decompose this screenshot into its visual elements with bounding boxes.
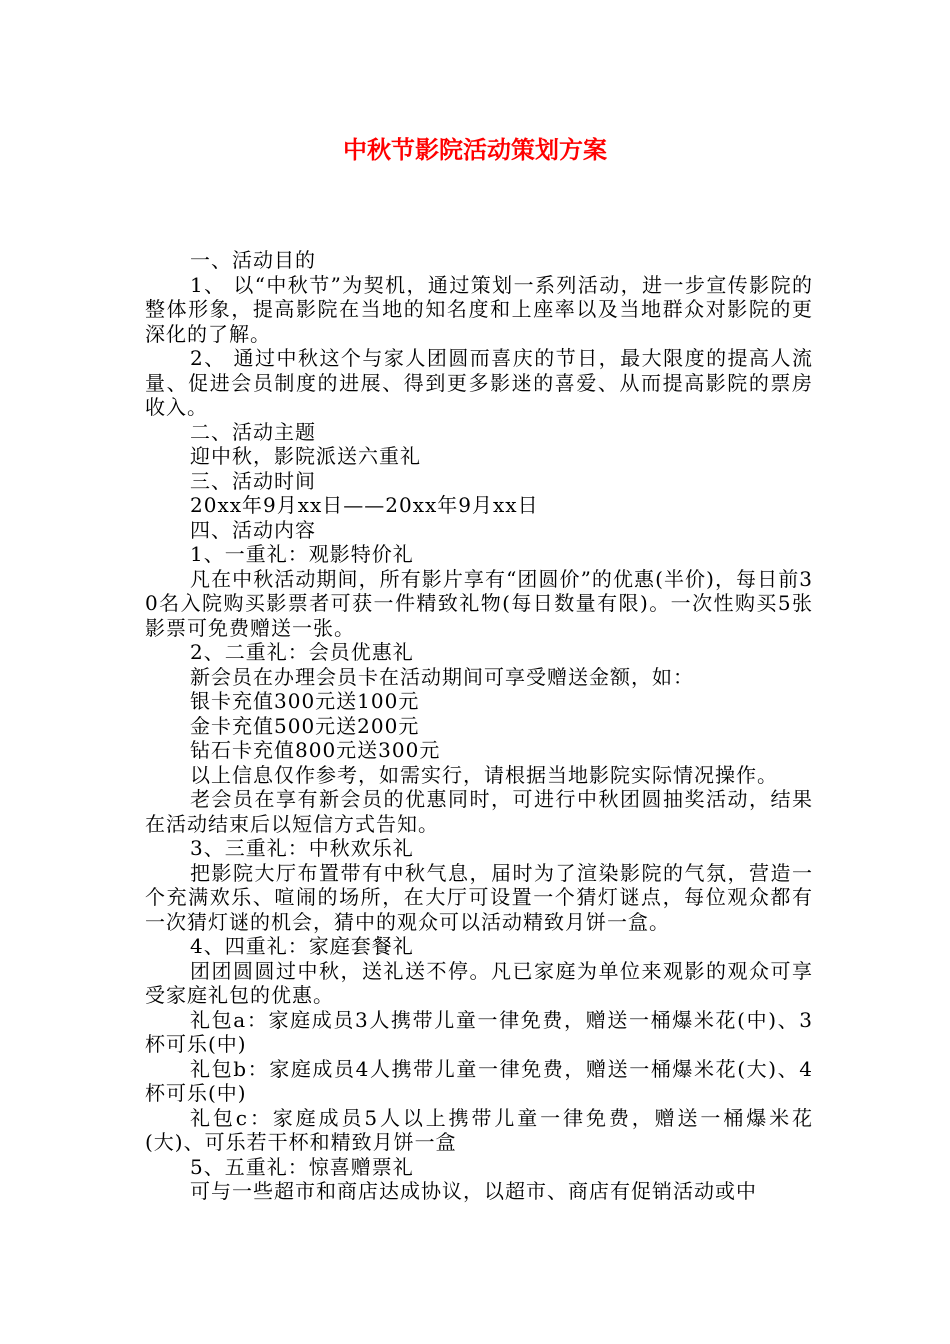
paragraph-old-members: 老会员在享有新会员的优惠同时，可进行中秋团圆抽奖活动，结果在活动结束后以短信方式告知。 [145, 787, 813, 836]
paragraph-gift-2-intro: 新会员在办理会员卡在活动期间可享受赠送金额，如： [190, 664, 694, 689]
gift-heading-4: 4、四重礼：家庭套餐礼 [190, 934, 414, 958]
section-heading-purpose: 一、活动目的 [190, 248, 316, 272]
paragraph-reference-note: 以上信息仅作参考，如需实行，请根据当地影院实际情况操作。 [190, 762, 778, 787]
paragraph-gift-5: 可与一些超市和商店达成协议，以超市、商店有促销活动或中 [190, 1179, 757, 1203]
gift-heading-3: 3、三重礼：中秋欢乐礼 [190, 836, 414, 860]
document-title: 中秋节影院活动策划方案 [343, 136, 607, 164]
section-heading-theme: 二、活动主题 [190, 419, 316, 444]
paragraph-gift-1: 凡在中秋活动期间，所有影片享有“团圆价”的优惠(半价)，每日前30名入院购买影票者可获一件精致礼物(每日数量有限)。一次性购买5张影票可免费赠送一张。 [145, 566, 813, 640]
gift-heading-1: 1、一重礼：观影特价礼 [190, 542, 414, 566]
section-heading-time: 三、活动时间 [190, 468, 316, 493]
paragraph-gift-4: 团团圆圆过中秋，送礼送不停。凡已家庭为单位来观影的观众可享受家庭礼包的优惠。 [145, 958, 813, 1007]
paragraph-purpose-2: 2、 通过中秋这个与家人团圆而喜庆的节日，最大限度的提高人流量、促进会员制度的进展、得到更多影迷的喜爱、从而提高影院的票房收入。 [145, 346, 813, 419]
gift-heading-5: 5、五重礼：惊喜赠票礼 [190, 1154, 414, 1179]
paragraph-package-b: 礼包b：家庭成员4人携带儿童一律免费，赠送一桶爆米花(大)、4杯可乐(中) [145, 1056, 813, 1105]
paragraph-silver-card: 银卡充值300元送100元 [190, 689, 420, 713]
paragraph-gift-3: 把影院大厅布置带有中秋气息，届时为了渲染影院的气氛，营造一个充满欢乐、喧闹的场所，在大厅可设置一个猜灯谜点，每位观众都有一次猜灯谜的机会，猜中的观众可以活动精致月饼一盒。 [145, 860, 813, 934]
paragraph-theme: 迎中秋，影院派送六重礼 [190, 444, 421, 468]
paragraph-diamond-card: 钻石卡充值800元送300元 [190, 738, 441, 762]
paragraph-package-a: 礼包a：家庭成员3人携带儿童一律免费，赠送一桶爆米花(中)、3杯可乐(中) [145, 1007, 813, 1056]
paragraph-gold-card: 金卡充值500元送200元 [190, 713, 420, 738]
paragraph-purpose-1: 1、 以“中秋节”为契机，通过策划一系列活动，进一步宣传影院的整体形象，提高影院在当地的知名度和上座率以及当地群众对影院的更深化的了解。 [145, 272, 813, 346]
section-heading-content: 四、活动内容 [190, 517, 316, 542]
document-body [145, 248, 813, 1204]
paragraph-package-c: 礼包c：家庭成员5人以上携带儿童一律免费，赠送一桶爆米花(大)、可乐若干杯和精致月饼一盒 [145, 1105, 813, 1154]
gift-heading-2: 2、二重礼：会员优惠礼 [190, 640, 414, 664]
paragraph-time: 20xx年9月xx日——20xx年9月xx日 [190, 493, 539, 517]
